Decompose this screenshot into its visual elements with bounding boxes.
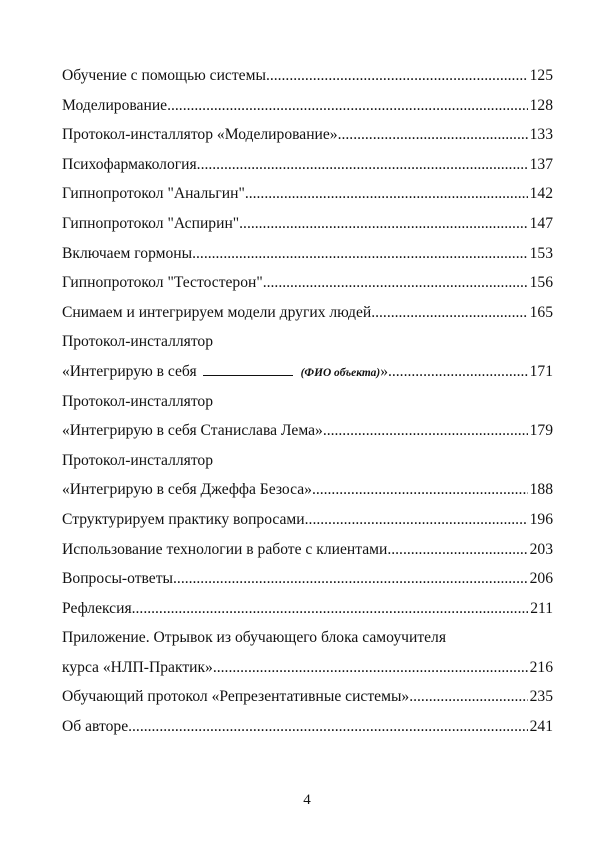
toc-entry-title: Гипнопротокол "Аспирин"	[62, 214, 240, 232]
blank-underline	[203, 360, 293, 376]
toc-entry-page: 211	[530, 599, 553, 617]
toc-entry-page: 235	[529, 688, 553, 706]
toc-entry-page: 156	[529, 274, 553, 292]
toc-entry-page: 188	[529, 481, 553, 499]
toc-entry-title-line1: Протокол-инсталлятор	[62, 333, 214, 351]
toc-entry-page: 171	[529, 362, 553, 380]
toc-entry-page: 165	[529, 303, 553, 321]
toc-entry-title: Гипнопротокол "Анальгин"	[62, 185, 245, 203]
placeholder-note: (ФИО объекта)	[300, 366, 381, 379]
toc-entry[interactable]	[62, 564, 553, 594]
toc-entry-title-line2: курса «НЛП-Практик»	[62, 658, 213, 676]
toc-entry[interactable]	[62, 298, 553, 328]
toc-entry[interactable]	[62, 387, 553, 446]
toc-entry-title: Об авторе	[62, 718, 129, 736]
toc-entry-page: 142	[529, 185, 553, 203]
toc-entry-title: Вопросы-ответы	[62, 570, 174, 588]
dot-leader	[409, 682, 527, 712]
dot-leader	[167, 91, 528, 121]
toc-entry-title-line2	[62, 357, 388, 389]
dot-leader	[245, 179, 528, 209]
toc-entry[interactable]	[62, 594, 553, 624]
dot-leader	[173, 564, 528, 594]
dot-leader	[387, 535, 527, 565]
dot-leader	[388, 357, 528, 387]
toc-entry-title-line1: Протокол-инсталлятор	[62, 451, 214, 469]
toc-entry[interactable]	[62, 61, 553, 91]
dot-leader	[266, 61, 528, 91]
dot-leader	[312, 475, 528, 505]
toc-entry[interactable]	[62, 327, 553, 386]
dot-leader	[338, 120, 528, 150]
toc-entry-page: 133	[529, 126, 553, 144]
toc-entry-title: Психофармакология	[62, 155, 197, 173]
toc-entry-title: Обучение с помощью системы	[62, 67, 266, 84]
dot-leader	[305, 505, 528, 535]
toc-entry-title: Моделирование	[62, 96, 168, 114]
toc-entry-title: Протокол-инсталлятор «Моделирование»	[62, 126, 338, 144]
toc-entry[interactable]	[62, 120, 553, 150]
toc-entry-page: 128	[529, 96, 553, 114]
toc-entry-title: Обучающий протокол «Репрезентативные системы»	[62, 688, 410, 706]
table-of-contents	[62, 61, 553, 742]
toc-entry-page: 241	[529, 718, 553, 736]
toc-entry-page: 137	[529, 155, 553, 173]
dot-leader	[132, 594, 529, 624]
toc-entry[interactable]	[62, 535, 553, 565]
toc-entry-page: 179	[529, 422, 553, 440]
toc-entry-page: 203	[529, 540, 553, 558]
toc-entry[interactable]	[62, 505, 553, 535]
dot-leader	[213, 653, 528, 683]
dot-leader	[128, 712, 527, 742]
toc-entry-title-suffix: »	[380, 362, 388, 380]
toc-entry-title-line1: Приложение. Отрывок из обучающего блока самоучителя	[62, 629, 447, 647]
dot-leader	[371, 298, 527, 328]
toc-entry-title-prefix: «Интегрирую в себя	[62, 362, 197, 380]
toc-entry-title: Снимаем и интегрируем модели других людей	[62, 303, 372, 321]
toc-entry[interactable]	[62, 712, 553, 742]
toc-entry-page: 216	[529, 658, 553, 676]
toc-entry[interactable]	[62, 446, 553, 505]
toc-entry-page: 125	[529, 67, 553, 84]
toc-entry-title-line1: Протокол-инсталлятор	[62, 392, 214, 410]
dot-leader	[239, 209, 527, 239]
page-number: 4	[303, 792, 311, 808]
toc-entry-title: Структурируем практику вопросами	[62, 510, 305, 528]
toc-entry-page: 206	[529, 570, 553, 588]
toc-entry[interactable]	[62, 209, 553, 239]
toc-entry[interactable]	[62, 268, 553, 298]
toc-entry-title: Рефлексия	[62, 599, 132, 617]
toc-entry[interactable]	[62, 91, 553, 121]
toc-entry-title: Использование технологии в работе с клиентами	[62, 540, 388, 558]
toc-entry[interactable]	[62, 623, 553, 682]
dot-leader	[192, 239, 527, 269]
toc-entry-page: 153	[529, 244, 553, 262]
dot-leader	[263, 268, 528, 298]
dot-leader	[323, 416, 528, 446]
toc-entry[interactable]	[62, 150, 553, 180]
dot-leader	[197, 150, 528, 180]
toc-entry[interactable]	[62, 179, 553, 209]
toc-entry-page: 147	[529, 214, 553, 232]
toc-entry-page: 196	[529, 510, 553, 528]
toc-entry-title: Включаем гормоны	[62, 244, 193, 262]
toc-entry-title: Гипнопротокол "Тестостерон"	[62, 274, 263, 292]
toc-entry[interactable]	[62, 239, 553, 269]
toc-entry-title-line2: «Интегрирую в себя Станислава Лема»	[62, 422, 323, 440]
toc-entry-title-line2: «Интегрирую в себя Джеффа Безоса»	[62, 481, 312, 499]
toc-entry[interactable]	[62, 682, 553, 712]
